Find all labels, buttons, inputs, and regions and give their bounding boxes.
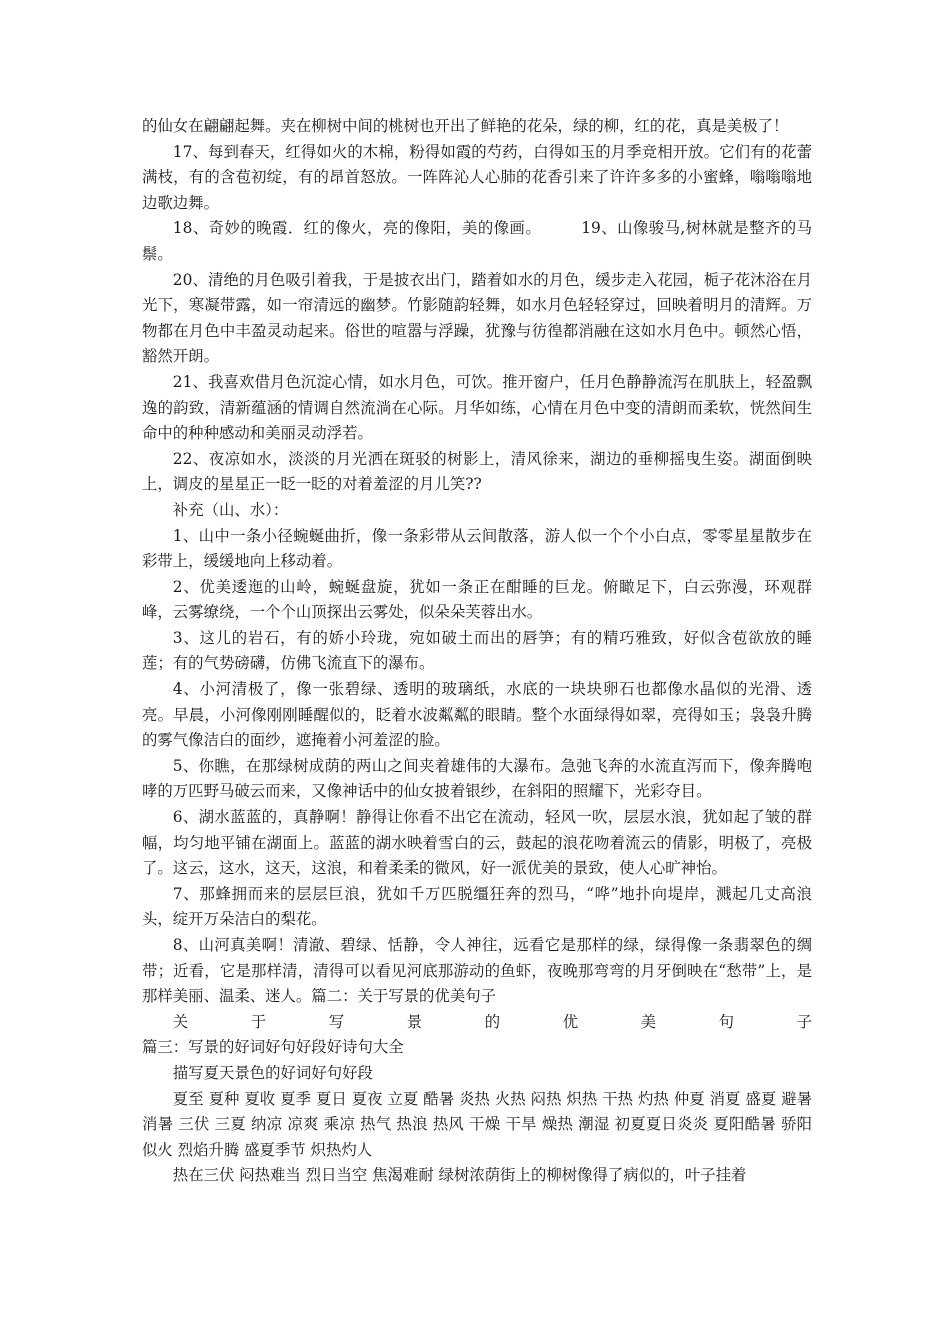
supplement-item-7: 7、那蜂拥而来的层层巨浪，犹如千万匹脱缰狂奔的烈马，“哗”地扑向堤岸，溅起几丈高浪头，绽开万朵洁白的梨花。 — [142, 884, 812, 929]
document-page — [142, 114, 812, 1189]
supplement-item-2: 2、优美逶迤的山岭，蜿蜒盘旋，犹如一条正在酣睡的巨龙。俯瞰足下，白云弥漫，环观群峰，云雾缭绕，一个个山顶探出云雾处，似朵朵芙蓉出水。 — [142, 577, 812, 622]
supplement-item-1: 1、山中一条小径蜿蜒曲折，像一条彩带从云间散落，游人似一个个小白点，零零星星散步在彩带上，缓缓地向上移动着。 — [142, 526, 812, 571]
supplement-heading: 补充（山、水）： — [172, 500, 289, 519]
paragraph-19: 19、山像骏马,树林就是整齐的马鬃。 — [142, 219, 812, 263]
spaced-title: 关于写景的优美句子 — [172, 1012, 812, 1031]
summer-section-title: 描写夏天景色的好词好句好段 — [172, 1063, 373, 1082]
summer-phrases-line: 热在三伏 闷热难当 烈日当空 焦渴难耐 绿树浓荫街上的柳树像得了病似的，叶子挂着 — [172, 1166, 747, 1185]
supplement-item-5: 5、你瞧，在那绿树成荫的两山之间夹着雄伟的大瀑布。急弛飞奔的水流直泻而下，像奔腾咆哮的万匹野马破云而来，又像神话中的仙女披着银纱，在斜阳的照耀下，光彩夺目。 — [142, 756, 812, 801]
supplement-item-4: 4、小河清极了，像一张碧绿、透明的玻璃纸，水底的一块块卵石也都像水晶似的光滑、透亮。早晨，小河像刚刚睡醒似的，眨着水波粼粼的眼睛。整个水面绿得如翠，亮得如玉；袅袅升腾的雾气像洁白的面纱，遮掩着小河羞涩的脸。 — [142, 680, 812, 750]
article-three-heading: 篇三：写景的好词好句好段好诗句大全 — [142, 1038, 404, 1057]
paragraph-18-19 — [142, 216, 812, 267]
paragraph-20: 20、清绝的月色吸引着我，于是披衣出门，踏着如水的月色，缓步走入花园，栀子花沐浴在月光下，寒凝带露，如一帘清远的幽梦。竹影随韵轻舞，如水月色轻轻穿过，回映着明月的清辉。万物都在月色中丰盈灵动起来。俗世的喧嚣与浮躁，犹豫与彷徨都消融在这如水月色中。顿然心悟，豁然开朗。 — [142, 270, 812, 366]
paragraph-17: 17、每到春天，红得如火的木棉，粉得如霞的芍药，白得如玉的月季竞相开放。它们有的花蕾满枝，有的含苞初绽，有的昂首怒放。一阵阵沁人心肺的花香引来了许许多多的小蜜蜂，嗡嗡嗡地边歌边舞。 — [142, 142, 812, 212]
supplement-item-6: 6、湖水蓝蓝的，真静啊！静得让你看不出它在流动，轻风一吹，层层水浪，犹如起了皱的群幅，均匀地平铺在湖面上。蓝蓝的湖水映着雪白的云，鼓起的浪花吻着流云的倩影，明极了，亮极了。这云，这水，这天，这浪，和着柔柔的微风，好一派优美的景致，使人心旷神怡。 — [142, 808, 812, 878]
paragraph-22: 22、夜凉如水，淡淡的月光洒在斑驳的树影上，清风徐来，湖边的垂柳摇曳生姿。湖面倒映上，调皮的星星正一眨一眨的对着羞涩的月儿笑?? — [142, 449, 812, 494]
paragraph-18: 18、奇妙的晚霞．红的像火，亮的像阳，美的像画。 — [172, 219, 542, 238]
paragraph-21: 21、我喜欢借月色沉淀心情，如水月色，可饮。推开窗户，任月色静静流泻在肌肤上，轻盈飘逸的韵致，清新蕴涵的情调自然流淌在心际。月华如练，心情在月色中变的清朗而柔软，恍然间生命中的种种感动和美丽灵动浮若。 — [142, 372, 812, 443]
summer-words-list: 夏至 夏种 夏收 夏季 夏日 夏夜 立夏 酷暑 炎热 火热 闷热 炽热 干热 灼热 仲夏 消夏 盛夏 避暑 消暑 三伏 三夏 纳凉 凉爽 乘凉 热气 热浪 热风 干燥 干旱 燥热 潮湿 初夏夏日炎炎 夏阳酷暑 骄阳似火 烈焰升腾 盛夏季节 炽热灼人 — [142, 1089, 812, 1159]
supplement-item-3: 3、这儿的岩石，有的娇小玲珑，宛如破土而出的唇笋；有的精巧雅致，好似含苞欲放的睡莲；有的气势磅礴，仿佛飞流直下的瀑布。 — [142, 628, 812, 673]
paragraph-continuation: 的仙女在翩翩起舞。夹在柳树中间的桃树也开出了鲜艳的花朵，绿的柳，红的花，真是美极了！ — [142, 117, 789, 135]
supplement-item-8: 8、山河真美啊！清澈、碧绿、恬静，令人神往，远看它是那样的绿，绿得像一条翡翠色的绸带；近看，它是那样清，清得可以看见河底那游动的鱼虾，夜晚那弯弯的月牙倒映在“愁带”上，是那样美丽、温柔、迷人。篇二：关于写景的优美句子 — [142, 936, 812, 1006]
